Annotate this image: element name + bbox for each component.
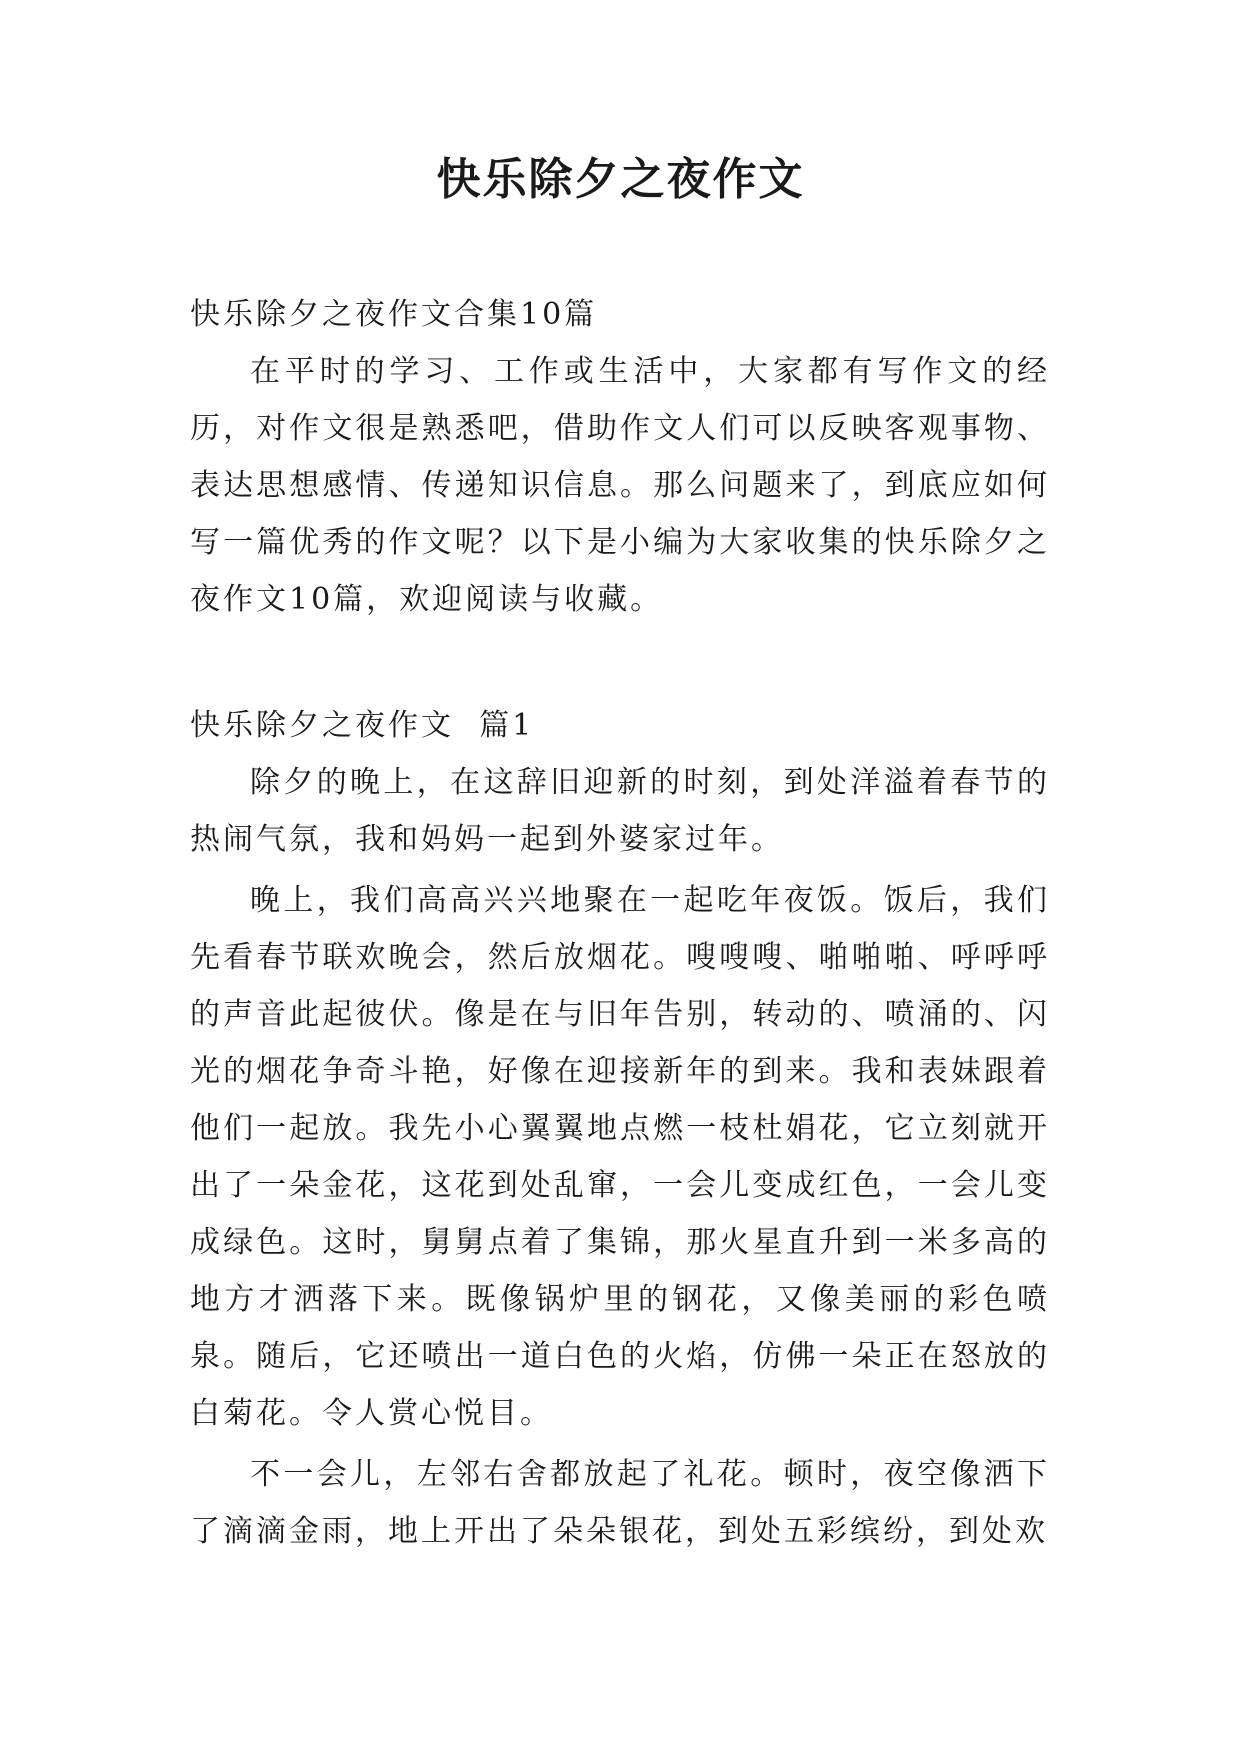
section-heading-text: 快乐除夕之夜作文 篇1 [190, 708, 535, 743]
paragraph-1: 除夕的晚上，在这辞旧迎新的时刻，到处洋溢着春节的热闹气氛，我和妈妈一起到外婆家过年。 [190, 765, 1050, 857]
intro-heading [190, 286, 1050, 343]
intro-heading-text: 快乐除夕之夜作文合集10篇 [190, 297, 598, 332]
intro-paragraph-text: 在平时的学习、工作或生活中，大家都有写作文的经历，对作文很是熟悉吧，借助作文人们可以反映客观事物、表达思想感情、传递知识信息。那么问题来了，到底应如何写一篇优秀的作文呢？以下是小编为大家收集的快乐除夕之夜作文10篇，欢迎阅读与收藏。 [190, 354, 1050, 617]
paragraph-2: 晚上，我们高高兴兴地聚在一起吃年夜饭。饭后，我们先看春节联欢晚会，然后放烟花。嗖嗖嗖、啪啪啪、呼呼呼的声音此起彼伏。像是在与旧年告别，转动的、喷涌的、闪光的烟花争奇斗艳，好像在迎接新年的到来。我和表妹跟着他们一起放。我先小心翼翼地点燃一枝杜娟花，它立刻就开出了一朵金花，这花到处乱窜，一会儿变成红色，一会儿变成绿色。这时，舅舅点着了集锦，那火星直升到一米多高的地方才洒落下来。既像锅炉里的钢花，又像美丽的彩色喷泉。随后，它还喷出一道白色的火焰，仿佛一朵正在怒放的白菊花。令人赏心悦目。 [190, 883, 1050, 1431]
section-body [190, 754, 1050, 1564]
section-heading [190, 697, 1050, 754]
intro-paragraph [190, 343, 1050, 632]
document-title: 快乐除夕之夜作文 [436, 154, 805, 205]
paragraph-3: 不一会儿，左邻右舍都放起了礼花。顿时，夜空像洒下了滴滴金雨，地上开出了朵朵银花，到处五彩缤纷，到处欢 [190, 1457, 1050, 1549]
